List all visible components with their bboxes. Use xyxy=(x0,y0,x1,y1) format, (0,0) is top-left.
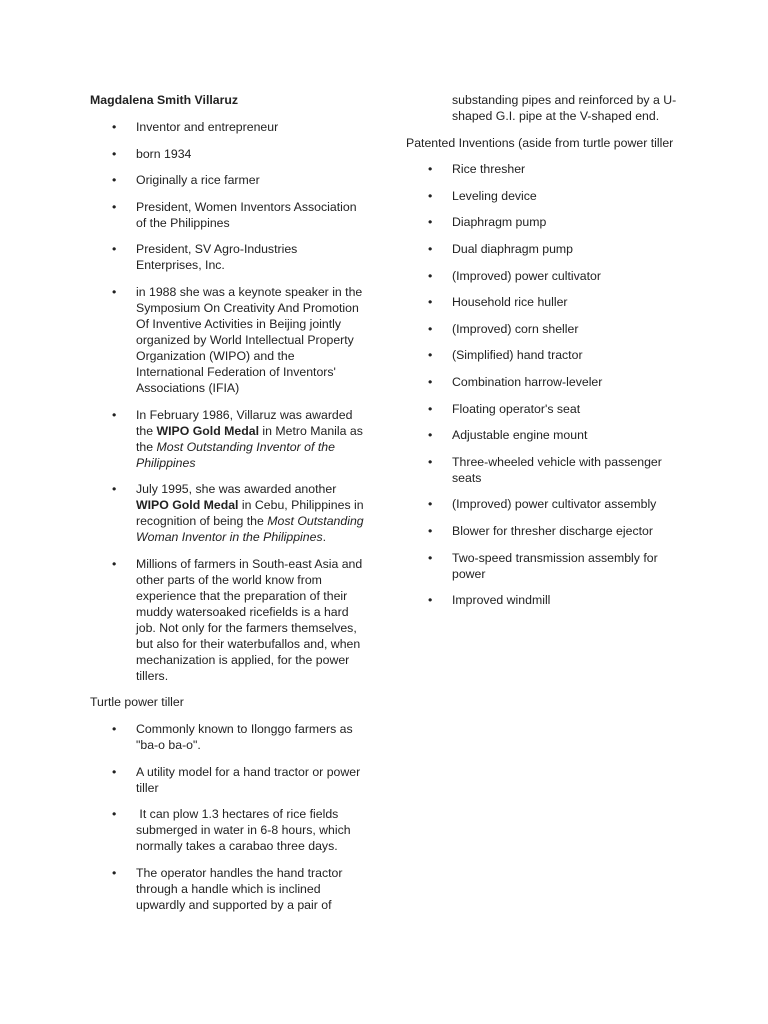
bullet-glyph: • xyxy=(428,428,433,443)
list-item: • Commonly known to Ilonggo farmers as "ba-o ba-o". xyxy=(112,721,353,752)
list-item: • Inventor and entrepreneur xyxy=(112,120,279,134)
list-item: • Diaphragm pump xyxy=(428,215,547,230)
bullet-glyph: • xyxy=(428,295,433,310)
bullet-glyph: • xyxy=(112,865,117,880)
list-item: • It can plow 1.3 hectares of rice fields submerged in water in 6-8 hours, which normally takes a carabao three days. xyxy=(112,807,355,854)
list-item: • President, Women Inventors Association of the Philippines xyxy=(112,199,357,230)
bullet-glyph: • xyxy=(428,454,433,469)
bullet-glyph: • xyxy=(112,807,117,822)
bullet-glyph: • xyxy=(428,215,433,230)
list-item: • Adjustable engine mount xyxy=(428,428,588,443)
bullet-glyph: • xyxy=(428,593,433,608)
bullet-glyph: • xyxy=(428,401,433,416)
bullet-glyph: • xyxy=(112,284,117,299)
bullet-glyph: • xyxy=(112,173,117,188)
list-item: • Originally a rice farmer xyxy=(112,173,260,188)
bullet-glyph: • xyxy=(112,407,117,422)
bullet-glyph: • xyxy=(428,241,433,256)
list-item: • (Improved) corn sheller xyxy=(428,321,579,336)
list-item: • Dual diaphragm pump xyxy=(428,241,573,256)
tiller-list xyxy=(90,721,370,913)
bullet-glyph: • xyxy=(112,721,117,736)
bullet-glyph: • xyxy=(112,556,117,571)
section-heading-patents: Patented Inventions (aside from turtle power tiller xyxy=(406,135,674,150)
bullet-glyph: • xyxy=(112,764,117,779)
list-item: • Leveling device xyxy=(428,188,537,203)
list-item-award-1995: • July 1995, she was awarded another WIPO Gold Medal in Cebu, Philippines in recognition of being the Most Outstanding Woman Inventor in the Philippines. xyxy=(112,482,364,545)
bullet-glyph: • xyxy=(428,497,433,512)
bullet-glyph: • xyxy=(428,374,433,389)
list-item-award-1986: • In February 1986, Villaruz was awarded the WIPO Gold Medal in Metro Manila as the Most Outstanding Inventor of the Philippines xyxy=(112,407,363,470)
list-item: • (Improved) power cultivator assembly xyxy=(428,497,657,512)
profile-list xyxy=(90,119,370,684)
bullet-glyph: • xyxy=(112,146,117,161)
list-item: • A utility model for a hand tractor or power tiller xyxy=(112,764,361,795)
bullet-glyph: • xyxy=(428,550,433,565)
left-column xyxy=(90,92,370,923)
list-item: • (Simplified) hand tractor xyxy=(428,348,583,363)
list-item: • born 1934 xyxy=(112,146,192,161)
award-title: Most Outstanding Woman Inventor in the Philippines xyxy=(136,514,364,545)
list-item: • Blower for thresher discharge ejector xyxy=(428,523,653,538)
bullet-glyph: • xyxy=(428,268,433,283)
bullet-glyph: • xyxy=(112,120,117,134)
list-item: • Rice thresher xyxy=(428,162,526,177)
list-item: • Millions of farmers in South-east Asia and other parts of the world know from experience that the preparation of their muddy watersoaked ricefields is a hard job. Not only for the farmers themselves, but also for their waterbufallos and, when mechanization is applied, for the power tillers. xyxy=(112,556,363,683)
award-name: WIPO Gold Medal xyxy=(136,498,239,513)
bullet-glyph: • xyxy=(428,321,433,336)
list-item: • Two-speed transmission assembly for power xyxy=(428,550,658,581)
section-heading-tiller: Turtle power tiller xyxy=(90,695,184,710)
list-item: • Three-wheeled vehicle with passenger seats xyxy=(428,454,662,485)
patents-list xyxy=(406,161,696,608)
bullet-glyph: • xyxy=(112,199,117,214)
award-name: WIPO Gold Medal xyxy=(156,423,259,438)
list-item: • Combination harrow-leveler xyxy=(428,374,603,389)
list-item: • President, SV Agro-Industries Enterprises, Inc. xyxy=(112,242,298,273)
bullet-glyph: • xyxy=(112,242,117,257)
bullet-glyph: • xyxy=(428,188,433,203)
list-item: • Household rice huller xyxy=(428,295,568,310)
list-item: • in 1988 she was a keynote speaker in the Symposium On Creativity And Promotion Of Inventive Activities in Beijing jointly organized by World Intellectual Property Organization (WIPO) and the International Federation of Inventors' Associations (IFIA) xyxy=(112,284,363,395)
list-item: • Improved windmill xyxy=(428,593,551,608)
bullet-glyph: • xyxy=(428,348,433,363)
list-item: • Floating operator's seat xyxy=(428,401,581,416)
list-item: • (Improved) power cultivator xyxy=(428,268,601,283)
document-title: Magdalena Smith Villaruz xyxy=(90,93,239,107)
right-column xyxy=(406,92,696,619)
bullet-glyph: • xyxy=(112,482,117,497)
award-title: Most Outstanding Inventor of the Philippines xyxy=(136,439,335,470)
list-item: • The operator handles the hand tractor through a handle which is inclined upwardly and supported by a pair of xyxy=(112,865,343,912)
bullet-glyph: • xyxy=(428,523,433,538)
bullet-glyph: • xyxy=(428,162,433,177)
tiller-continued-text: substanding pipes and reinforced by a U-shaped G.I. pipe at the V-shaped end. xyxy=(452,93,677,123)
